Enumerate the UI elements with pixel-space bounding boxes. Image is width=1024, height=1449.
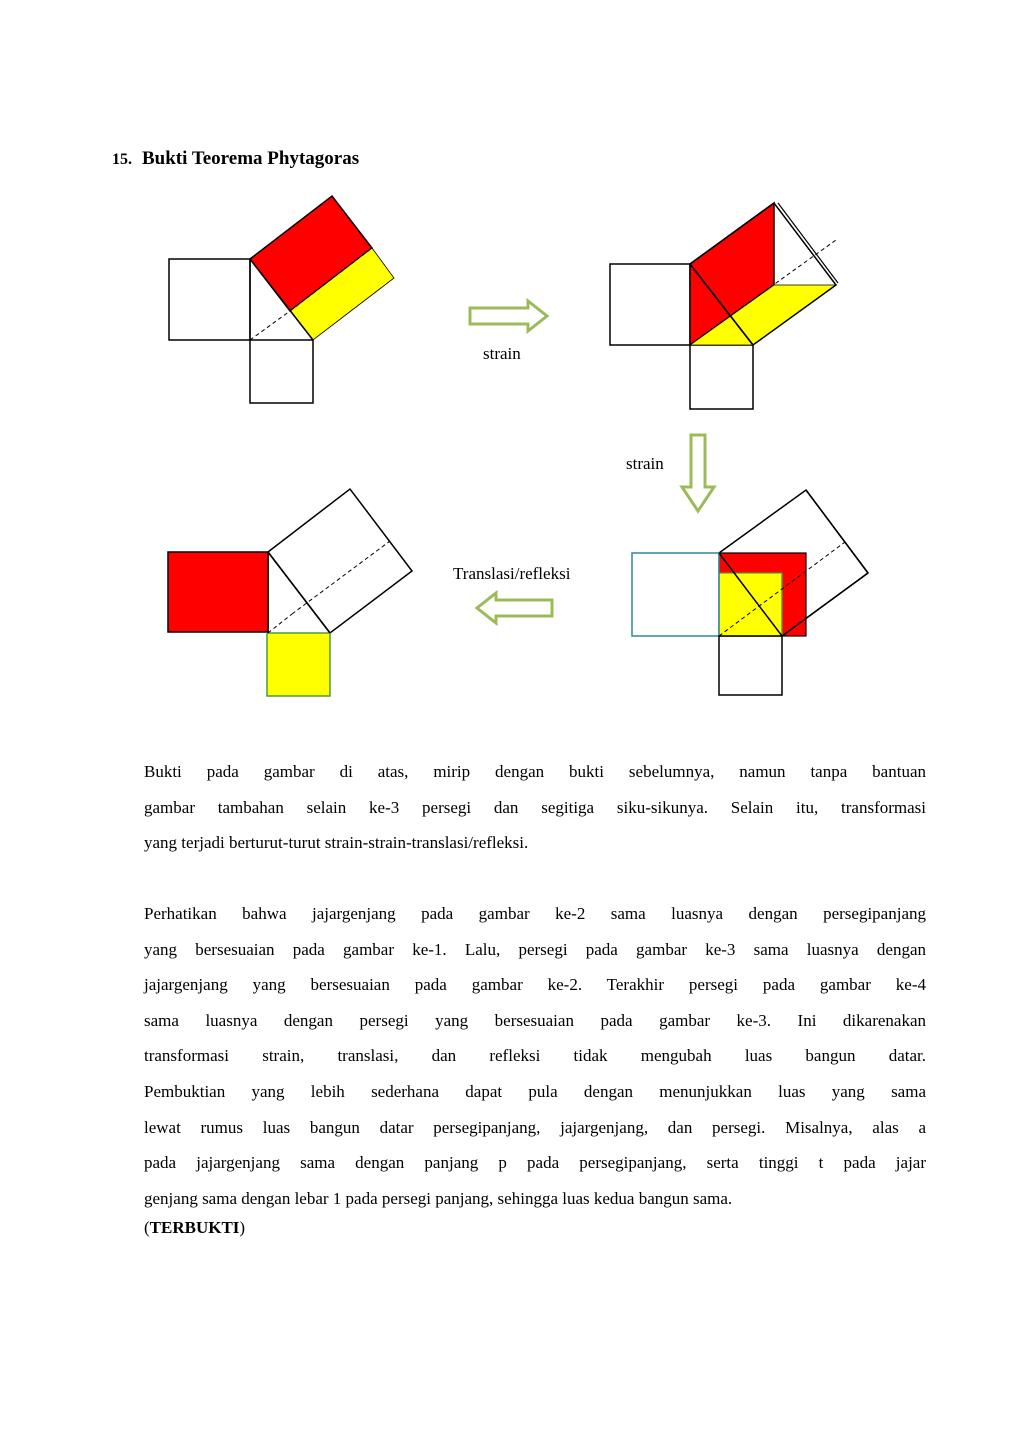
conclusion-text: TERBUKTI [149, 1218, 240, 1237]
fig4-square-red [168, 552, 268, 632]
fig4-square-yellow [267, 633, 330, 696]
paragraph-2-line: lewat rumus luas bangun datar persegipanjang, jajargenjang, dan persegi. Misalnya, alas a [144, 1117, 926, 1137]
fig1-square-left [169, 259, 250, 340]
paragraph-2 [144, 896, 926, 1216]
pythagoras-figure [0, 180, 1024, 720]
paragraph-2-line: transformasi strain, translasi, dan refleksi tidak mengubah luas bangun datar. [144, 1046, 926, 1066]
fig4-dashed-1 [268, 614, 292, 633]
arrow-left-icon [477, 593, 552, 623]
label-strain-right: strain [483, 344, 521, 363]
arrow-down-icon [682, 435, 714, 511]
fig3-square-bottom [719, 636, 782, 695]
fig3-square-left [632, 553, 719, 636]
fig3-square-yellow [719, 573, 782, 636]
fig2-square-left [610, 264, 690, 345]
label-strain-down: strain [626, 454, 664, 473]
paragraph-2-line: genjang sama dengan lebar 1 pada persegi panjang, sehingga luas kedua bangun sama. [144, 1188, 733, 1208]
section-heading [112, 148, 359, 170]
paragraph-2-line: sama luasnya dengan persegi yang bersesuaian pada gambar ke-3. Ini dikarenakan [144, 1010, 926, 1030]
figure-1 [169, 196, 394, 403]
arrow-right-icon [470, 301, 547, 331]
figure-4 [168, 489, 412, 696]
figure-3 [632, 490, 868, 695]
section-number: 15. [112, 151, 132, 168]
fig4-dashed-2 [292, 541, 390, 614]
paragraph-1-line: gambar tambahan selain ke-3 persegi dan segitiga siku-sikunya. Selain itu, transformasi [144, 797, 926, 817]
fig1-square-bottom [250, 340, 313, 403]
paragraph-2-line: jajargenjang yang bersesuaian pada gambar ke-2. Terakhir persegi pada gambar ke-4 [144, 975, 926, 995]
fig4-square-hypotenuse [268, 489, 412, 633]
figure-2 [610, 203, 838, 409]
section-title: Bukti Teorema Phytagoras [142, 148, 360, 169]
fig2-square-bottom [690, 345, 753, 409]
conclusion: (TERBUKTI) [144, 1218, 246, 1237]
paragraph-2-line: pada jajargenjang sama dengan panjang p pada persegipanjang, serta tinggi t pada jajar [144, 1153, 926, 1173]
paragraph-1-line: Bukti pada gambar di atas, mirip dengan bukti sebelumnya, namun tanpa bantuan [144, 762, 926, 781]
paragraph-1-line: yang terjadi berturut-turut strain-strain-translasi/refleksi. [144, 833, 529, 853]
paragraph-1 [144, 754, 926, 861]
label-translasi: Translasi/refleksi [453, 564, 571, 583]
paragraph-2-line: Pembuktian yang lebih sederhana dapat pula dengan menunjukkan luas yang sama [144, 1081, 926, 1101]
fig1-dashed-altitude [250, 311, 290, 340]
paragraph-2-line: yang bersesuaian pada gambar ke-1. Lalu, persegi pada gambar ke-3 sama luasnya dengan [144, 939, 926, 959]
paragraph-2-line: Perhatikan bahwa jajargenjang pada gambar ke-2 sama luasnya dengan persegipanjang [144, 904, 926, 923]
